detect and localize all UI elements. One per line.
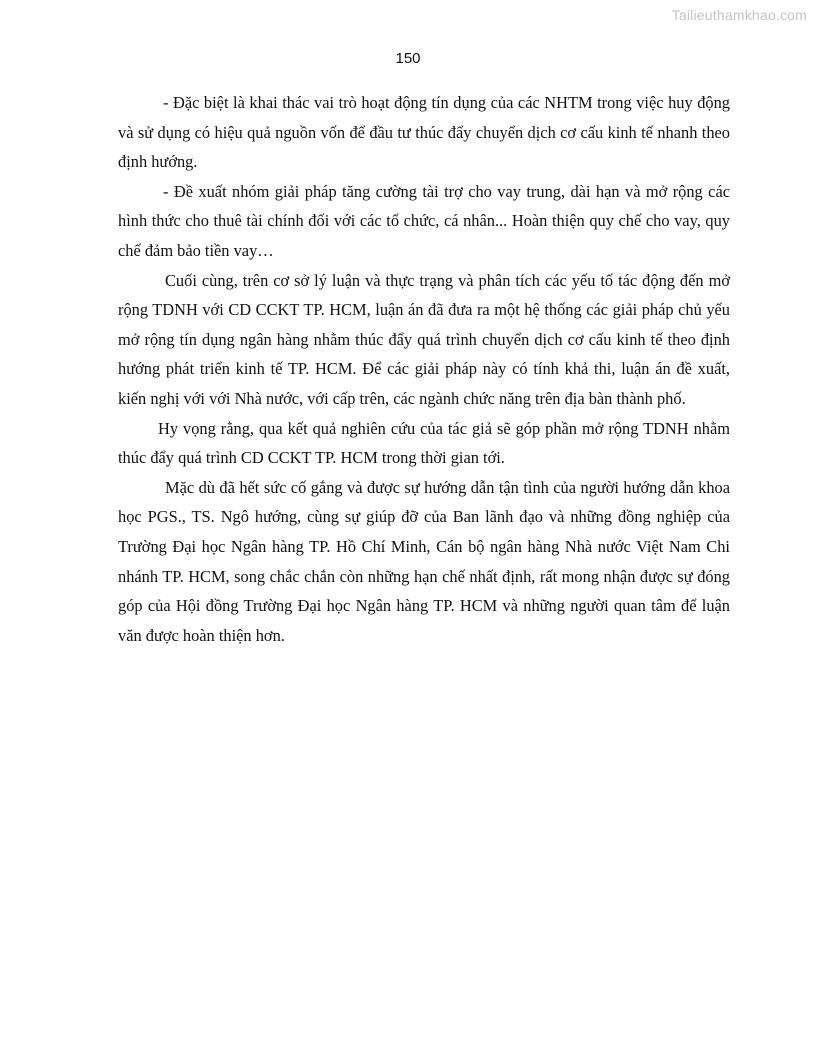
- paragraph-acknowledgement: Mặc dù đã hết sức cố gắng và được sự hướng dẫn tận tình của người hướng dẫn khoa học PGS., TS. Ngô hướng, cùng sự giúp đỡ của Ban lãnh đạo và những đồng nghiệp của Trường Đại học Ngân hàng TP. Hồ Chí Minh, Cán bộ ngân hàng Nhà nước Việt Nam Chi nhánh TP. HCM, song chắc chắn còn những hạn chế nhất định, rất mong nhận được sự đóng góp của Hội đồng Trường Đại học Ngân hàng TP. HCM và những người quan tâm để luận văn được hoàn thiện hơn.: [118, 477, 730, 645]
- page-number: 150: [395, 50, 421, 67]
- document-body: [118, 88, 730, 650]
- paragraph-hope-statement: Hy vọng rằng, qua kết quả nghiên cứu của tác giả sẽ góp phần mở rộng TDNH nhằm thúc đẩy quá trình CD CCKT TP. HCM trong thời gian tới.: [118, 418, 730, 468]
- watermark-text: Tailieuthamkhao.com: [671, 7, 807, 23]
- paragraph-bullet-credit-role: - Đặc biệt là khai thác vai trò hoạt động tín dụng của các NHTM trong việc huy động và sử dụng có hiệu quả nguồn vốn để đầu tư thúc đẩy chuyển dịch cơ cấu kinh tế nhanh theo định hướng.: [118, 93, 730, 172]
- paragraph-conclusion-summary: Cuối cùng, trên cơ sở lý luận và thực trạng và phân tích các yếu tố tác động đến mở rộng TDNH với CD CCKT TP. HCM, luận án đã đưa ra một hệ thống các giải pháp chủ yếu mở rộng tín dụng ngân hàng nhằm thúc đẩy quá trình chuyển dịch cơ cấu kinh tế theo định hướng phát triển kinh tế TP. HCM. Để các giải pháp này có tính khả thi, luận án đề xuất, kiến nghị với với Nhà nước, với cấp trên, các ngành chức năng trên địa bàn thành phố.: [118, 270, 730, 408]
- paragraph-bullet-financing-solutions: - Đề xuất nhóm giải pháp tăng cường tài trợ cho vay trung, dài hạn và mở rộng các hình thức cho thuê tài chính đối với các tổ chức, cá nhân... Hoàn thiện quy chế cho vay, quy chế đảm bảo tiền vay…: [118, 181, 730, 260]
